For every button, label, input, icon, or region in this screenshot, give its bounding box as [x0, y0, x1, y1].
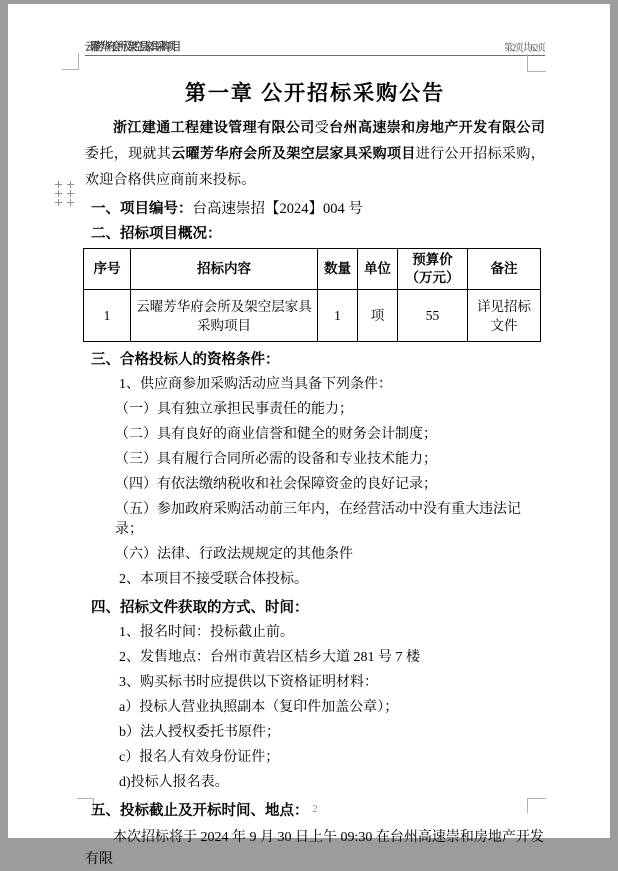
material-item: c）报名人有效身份证件； — [119, 750, 280, 765]
col-header-unit: 单位 — [358, 249, 398, 290]
cell-budget: 55 — [398, 290, 468, 342]
material-item: b）法人授权委托书原件； — [119, 725, 280, 740]
condition-item: （一）具有独立承担民事责任的能力； — [115, 402, 353, 417]
section-2-label: 二、招标项目概况： — [91, 226, 222, 242]
chapter-title: 第一章 公开招标采购公告 — [184, 81, 446, 105]
col-header-content: 招标内容 — [131, 249, 318, 290]
section-3-item-1: 1、供应商参加采购活动应当具备下列条件： — [119, 377, 392, 392]
section-1-label: 一、项目编号： — [91, 201, 193, 217]
cell-qty: 1 — [318, 290, 358, 342]
agency-name: 浙江建通工程建设管理有限公司 — [113, 121, 315, 136]
intro-paragraph — [85, 116, 545, 194]
condition-item: （五）参加政府采购活动前三年内，在经营活动中没有重大违法记录； — [115, 502, 521, 537]
condition-item: （三）具有履行合同所必需的设备和专业技术能力； — [115, 452, 437, 467]
section-4-item: 3、购买标书时应提供以下资格证明材料： — [119, 675, 378, 690]
text-boundary-mark-top-left — [62, 53, 79, 70]
header-page-info: 第2页共62页 — [504, 43, 545, 54]
header-project-name: 云曜芳华府会所及架空层家具采购项目 — [85, 41, 178, 53]
col-header-qty: 数量 — [318, 249, 358, 290]
handle-dot-icon — [55, 190, 62, 197]
condition-item: （四）有依法缴纳税收和社会保障资金的良好记录； — [115, 477, 437, 492]
client-name: 台州高速崇和房地产开发有限公司 — [329, 121, 546, 136]
col-header-note: 备注 — [468, 249, 541, 290]
margin-handle-dots — [55, 181, 74, 206]
section-4-item: 2、发售地点：台州市黄岩区桔乡大道 281 号 7 楼 — [119, 650, 420, 665]
section-3-item-2: 2、本项目不接受联合体投标。 — [119, 572, 308, 587]
bid-overview-table — [83, 248, 541, 342]
section-5-body: 本次招标将于 2024 年 9 月 30 日上午 09:30 在台州高速崇和房地产开发有限 — [85, 830, 544, 867]
condition-item: （六）法律、行政法规规定的其他条件 — [115, 547, 353, 562]
section-4-item: 1、报名时间：投标截止前。 — [119, 625, 294, 640]
handle-dot-icon — [55, 199, 62, 206]
footer-page-number: 2 — [312, 803, 318, 815]
material-item: d)投标人报名表。 — [119, 775, 229, 790]
table-row — [84, 290, 541, 342]
cell-unit: 项 — [358, 290, 398, 342]
section-1-project-number — [85, 199, 545, 219]
col-header-budget: 预算价（万元） — [398, 249, 468, 290]
cell-content: 云曜芳华府会所及架空层家具采购项目 — [131, 290, 318, 342]
section-4-heading: 四、招标文件获取的方式、时间： — [91, 600, 309, 616]
handle-dot-icon — [67, 190, 74, 197]
section-3-heading: 三、合格投标人的资格条件： — [91, 352, 280, 368]
intro-conjunction-2: 委托，现就其 — [85, 147, 172, 162]
page-header — [85, 40, 545, 56]
section-2-overview — [85, 224, 545, 244]
document-body — [85, 70, 545, 871]
handle-dot-icon — [67, 199, 74, 206]
project-number-value: 台高速崇招【2024】004 号 — [192, 201, 363, 217]
table-header-row — [84, 249, 541, 290]
condition-item: （二）具有良好的商业信誉和健全的财务会计制度； — [115, 427, 437, 442]
intro-tail: 进行公开招标采购，欢迎合格供应商前来投标。 — [85, 147, 545, 188]
handle-dot-icon — [67, 181, 74, 188]
material-item: a）投标人营业执照副本（复印件加盖公章）； — [119, 700, 399, 715]
document-page — [8, 4, 610, 867]
cell-note: 详见招标文件 — [468, 290, 541, 342]
project-name: 云曜芳华府会所及架空层家具采购项目 — [171, 147, 416, 162]
intro-conjunction-1: 受 — [314, 121, 330, 136]
col-header-seq: 序号 — [84, 249, 131, 290]
cell-seq: 1 — [84, 290, 131, 342]
section-5-heading: 五、投标截止及开标时间、地点： — [91, 803, 309, 819]
handle-dot-icon — [55, 181, 62, 188]
